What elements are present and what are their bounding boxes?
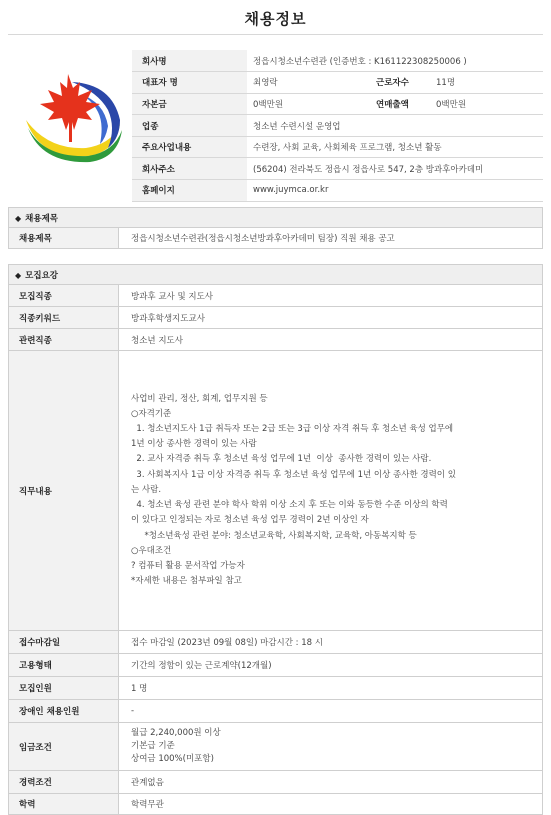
keyword-value: 방과후학생지도교사: [119, 307, 543, 329]
company-row-capital: [132, 93, 543, 115]
duty-content: [119, 351, 543, 631]
address-label: 회사주소: [132, 158, 247, 180]
disabled-hire-label: 장애인 채용인원: [9, 700, 119, 723]
sales-label: 연매출액: [372, 93, 430, 115]
homepage-link[interactable]: www.juymca.or.kr: [247, 180, 543, 202]
duty-line: 는 사람.: [131, 484, 162, 495]
diamond-marker-icon: ◆: [15, 213, 22, 223]
duty-line: 1. 청소년지도사 1급 취득자 또는 2급 또는 3급 이상 자격 취득 후 청소년 육성 업무에: [131, 424, 454, 435]
employment-type-value: 기간의 정함이 있는 근로계약(12개월): [119, 654, 543, 677]
keyword-label: 직종키워드: [9, 307, 119, 329]
disabled-hire-value: -: [119, 700, 543, 723]
address-value: (56204) 전라북도 정읍시 정읍사로 547, 2층 방과후아카데미: [247, 158, 543, 180]
duty-line: ○자격기준: [131, 408, 172, 419]
recruit-section: [8, 264, 543, 815]
duty-line: 사업비 관리, 정산, 회계, 업무지원 등: [131, 393, 268, 404]
wage-line: 월급 2,240,000원 이상: [131, 728, 221, 738]
related-job-value: 청소년 지도사: [119, 329, 543, 351]
business-label: 주요사업내용: [132, 136, 247, 158]
company-logo-maple-leaf-icon: [20, 68, 124, 166]
duty-label: 직무내용: [9, 351, 119, 631]
duty-line: ? 컴퓨터 활용 문서작업 가능자: [131, 560, 245, 571]
company-info-table: [132, 50, 543, 202]
deadline-label: 접수마감일: [9, 631, 119, 654]
posting-title-section: [8, 207, 543, 249]
duty-line: 4. 청소년 육성 관련 분야 학사 학위 이상 소지 후 또는 이와 동등한 수준 이상의 학력: [131, 500, 448, 511]
education-label: 학력: [9, 794, 119, 815]
recruit-section-header: [9, 265, 543, 285]
ceo-value: 최영락: [247, 72, 372, 94]
sales-value: 0백만원: [430, 93, 543, 115]
posting-section-header: [9, 208, 543, 228]
industry-label: 업종: [132, 115, 247, 137]
title-divider: [8, 34, 543, 35]
education-value: 학력무관: [119, 794, 543, 815]
duty-line: ○우대조건: [131, 545, 172, 556]
employment-type-label: 고용형태: [9, 654, 119, 677]
career-value: 관계없음: [119, 771, 543, 794]
duty-line: 3. 사회복지사 1급 이상 자격증 취득 후 청소년 육성 업무에 1년 이상 종사한 경력이 있: [131, 469, 456, 480]
business-value: 수련장, 사회 교육, 사회체육 프로그램, 청소년 활동: [247, 136, 543, 158]
recruit-section-title: 모집요강: [25, 270, 59, 281]
page-title: 채용정보: [244, 10, 307, 28]
headcount-value: 1 명: [119, 677, 543, 700]
wage-line: 상여금 100%(미포함): [131, 754, 214, 764]
diamond-marker-icon: ◆: [15, 270, 22, 280]
career-label: 경력조건: [9, 771, 119, 794]
industry-value: 청소년 수련시설 운영업: [247, 115, 543, 137]
capital-label: 자본금: [132, 93, 247, 115]
company-row-homepage: [132, 180, 543, 202]
company-row-address: [132, 158, 543, 180]
wage-label: 임금조건: [9, 723, 119, 771]
headcount-label: 모집인원: [9, 677, 119, 700]
ceo-label: 대표자 명: [132, 72, 247, 94]
company-name-value: 정읍시청소년수련관 (인증번호 : K161122308250006 ): [247, 50, 543, 72]
posting-title-label: 채용제목: [9, 228, 119, 249]
posting-title-value: 정읍시청소년수련관(정읍시청소년방과후아카데미 팀장) 직원 채용 공고: [119, 228, 543, 249]
homepage-label: 홈페이지: [132, 180, 247, 202]
wage-content: [119, 723, 543, 771]
duty-line: *자세한 내용은 첨부파일 참고: [131, 576, 242, 587]
job-type-label: 모집직종: [9, 285, 119, 307]
employees-label: 근로자수: [372, 72, 430, 94]
deadline-value: 접수 마감일 (2023년 09월 08일) 마감시간 : 18 시: [119, 631, 543, 654]
duty-line: 이 있다고 인정되는 자로 청소년 육성 업무 경력이 2년 이상인 자: [131, 515, 369, 526]
capital-value: 0백만원: [247, 93, 372, 115]
duty-line: *청소년육성 관련 분야: 청소년교육학, 사회복지학, 교육학, 아동복지학 등: [131, 530, 417, 541]
company-row-ceo: [132, 72, 543, 94]
job-type-value: 방과후 교사 및 지도사: [119, 285, 543, 307]
company-row-business: [132, 136, 543, 158]
duty-line: 1년 이상 종사한 경력이 있는 사람: [131, 439, 257, 450]
company-name-label: 회사명: [132, 50, 247, 72]
posting-section-title: 채용제목: [25, 213, 59, 224]
duty-line: 2. 교사 자격증 취득 후 청소년 육성 업무에 1년 이상 종사한 경력이 있는 사람.: [131, 454, 432, 465]
related-job-label: 관련직종: [9, 329, 119, 351]
company-row-name: [132, 50, 543, 72]
wage-line: 기본급 기준: [131, 741, 175, 751]
logo-maple-leaf: [40, 74, 100, 142]
company-row-industry: [132, 115, 543, 137]
employees-value: 11명: [430, 72, 543, 94]
